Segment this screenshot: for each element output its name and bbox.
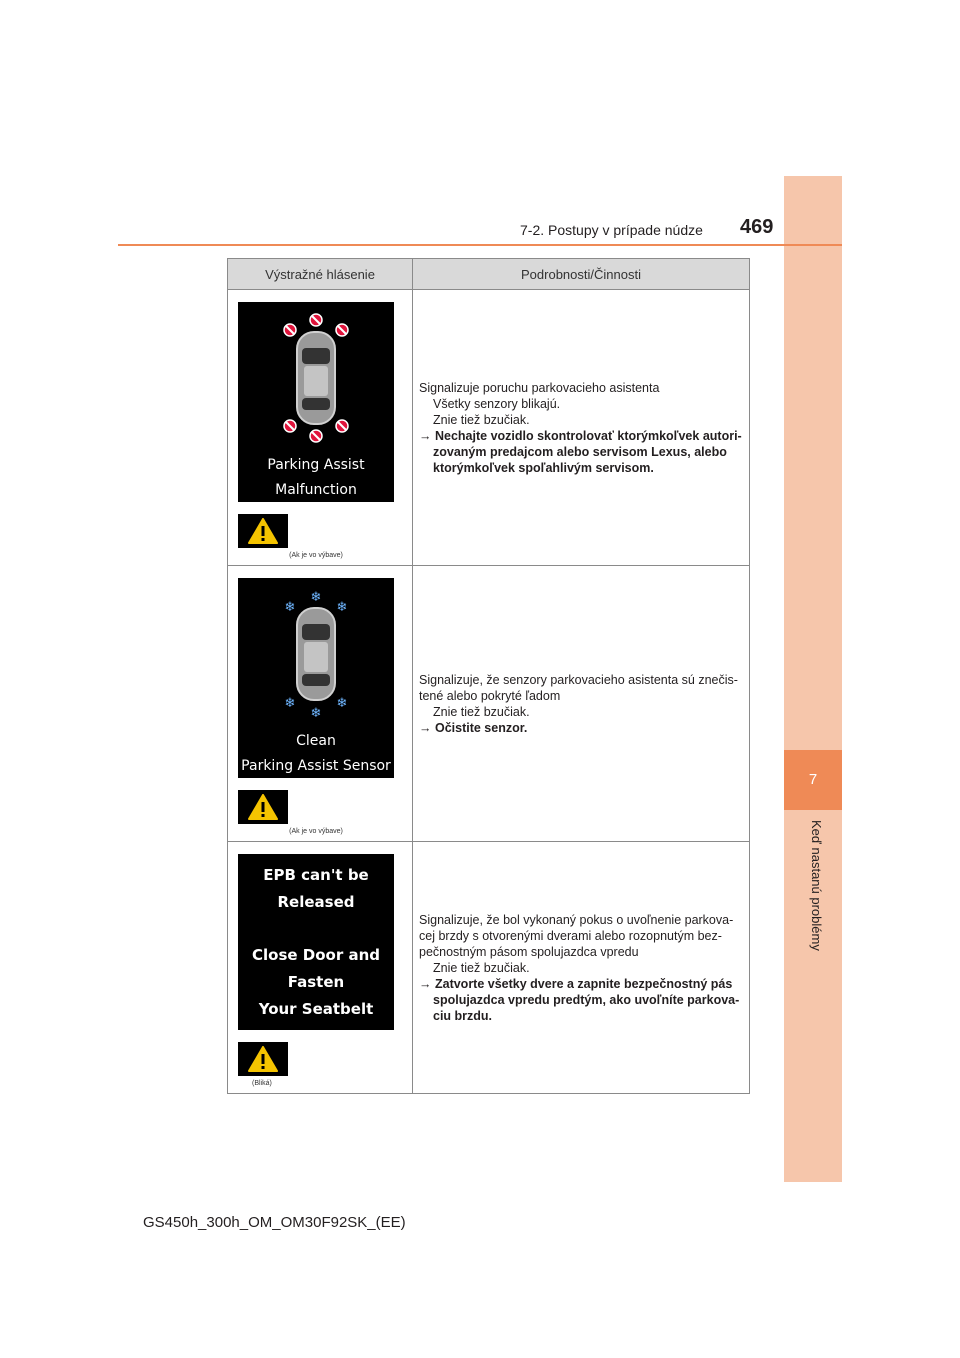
svg-text:❄: ❄ — [310, 590, 322, 605]
screen-text-line2: Released — [277, 893, 355, 911]
screen-text-line4: Fasten — [287, 973, 345, 991]
detail-text: Znie tiež bzučiak. — [433, 960, 530, 975]
arrow-icon: → — [419, 428, 435, 443]
warning-image-cell — [228, 566, 413, 842]
screen-text-line5: Your Seatbelt — [258, 1000, 374, 1018]
svg-text:❄: ❄ — [284, 600, 296, 615]
table-row — [228, 290, 750, 566]
chapter-title-vertical — [784, 820, 842, 1000]
header-rule — [118, 244, 842, 246]
detail-text: Znie tiež bzučiak. — [433, 704, 530, 719]
description-text: Signalizuje poruchu parkovacieho asistenta — [419, 380, 660, 395]
action-line — [419, 976, 743, 1024]
warning-triangle-icon — [238, 790, 288, 824]
arrow-icon: → — [419, 720, 435, 735]
arrow-icon: → — [419, 976, 435, 991]
document-code: GS450h_300h_OM_OM30F92SK_(EE) — [143, 1214, 406, 1231]
details-cell — [413, 566, 750, 842]
svg-text:❄: ❄ — [284, 696, 296, 711]
blink-note: (Bliká) — [252, 1080, 272, 1087]
action-text: Očistite senzor. — [434, 720, 528, 735]
equipment-note: (Ak je vo výbave) — [289, 828, 343, 835]
table-row — [228, 842, 750, 1094]
warning-image-cell — [228, 290, 413, 566]
description-text: Signalizuje, že bol vykonaný pokus o uvoľnenie parkova-cej brzdy s otvorenými dverami alebo rozopnutým bez-pečnostným pásom spolujazdca vpredu — [419, 912, 734, 959]
svg-text:❄: ❄ — [336, 600, 348, 615]
display-screen-parking-malfunction — [238, 302, 394, 502]
display-screen-epb — [238, 854, 394, 1030]
screen-text-line2: Parking Assist Sensor — [241, 758, 391, 774]
column-header-warning: Výstražné hlásenie — [228, 259, 413, 290]
warning-table — [227, 258, 750, 1094]
display-screen-clean-sensor — [238, 578, 394, 778]
equipment-note: (Ak je vo výbave) — [289, 552, 343, 559]
warning-triangle-icon — [238, 1042, 288, 1076]
screen-text-line3: Close Door and — [252, 946, 380, 964]
column-header-details: Podrobnosti/Činnosti — [413, 259, 750, 290]
details-cell — [413, 290, 750, 566]
action-line — [419, 428, 743, 476]
details-cell — [413, 842, 750, 1094]
table-row — [228, 566, 750, 842]
section-title: 7-2. Postupy v prípade núdze — [520, 222, 703, 238]
detail-text: Všetky senzory blikajú. — [433, 396, 561, 411]
warning-triangle-icon — [238, 514, 288, 548]
screen-text-line1: Clean — [296, 733, 336, 749]
car-sensors-icon — [238, 578, 394, 728]
chapter-title: Keď nastanú problémy — [809, 820, 824, 951]
description-text: Signalizuje, že senzory parkovacieho asistenta sú znečis-tené alebo pokryté ľadom — [419, 672, 738, 703]
svg-text:❄: ❄ — [336, 696, 348, 711]
warning-image-cell — [228, 842, 413, 1094]
chapter-side-tab — [784, 176, 842, 1182]
action-text: Zatvorte všetky dvere a zapnite bezpečnostný pás spolujazdca vpredu predtým, ako uvoľníte parkova-ciu brzdu. — [433, 976, 740, 1023]
action-line — [419, 720, 743, 736]
page-number: 469 — [740, 216, 774, 238]
car-sensors-icon — [238, 302, 394, 452]
screen-text-line2: Malfunction — [275, 482, 357, 498]
screen-text-line1: EPB can't be — [263, 866, 369, 884]
svg-text:❄: ❄ — [310, 706, 322, 721]
chapter-number: 7 — [784, 750, 842, 810]
action-text: Nechajte vozidlo skontrolovať ktorýmkoľvek autori-zovaným predajcom alebo servisom Lexus, alebo ktorýmkoľvek spoľahlivým servisom. — [433, 428, 742, 475]
screen-text-line1: Parking Assist — [267, 457, 365, 473]
detail-text: Znie tiež bzučiak. — [433, 412, 530, 427]
